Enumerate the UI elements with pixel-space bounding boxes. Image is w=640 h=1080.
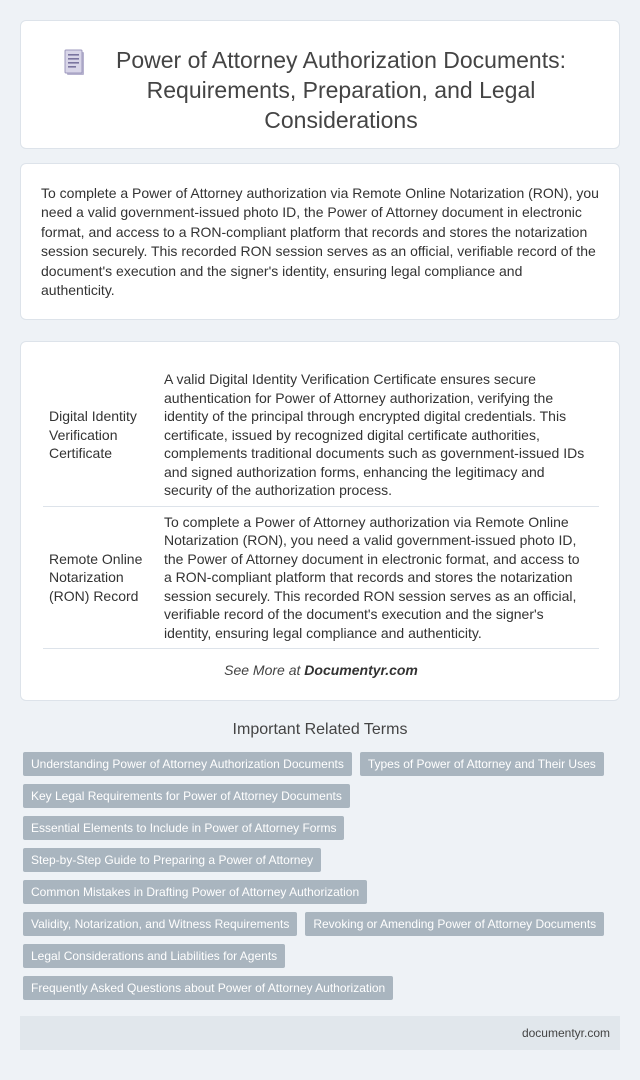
document-icon xyxy=(64,49,86,77)
tag-row xyxy=(23,784,623,808)
term-name: Digital Identity Verification Certificate xyxy=(43,364,158,506)
related-term-tag[interactable]: Understanding Power of Attorney Authorization Documents xyxy=(23,752,352,776)
header-card xyxy=(20,20,620,149)
intro-paragraph: To complete a Power of Attorney authorization via Remote Online Notarization (RON), you need a valid government-issued photo ID, the Power of Attorney document in electronic format, and access to a RON-compliant platform that records and stores the notarization session securely. This recorded RON session serves as an official, verifiable record of the document's execution and the signer's identity, ensuring legal compliance and authenticity. xyxy=(41,185,599,299)
related-terms-heading: Important Related Terms xyxy=(232,721,408,738)
related-term-tag[interactable]: Key Legal Requirements for Power of Attorney Documents xyxy=(23,784,350,808)
table-row xyxy=(43,364,599,506)
related-terms-list xyxy=(23,752,623,1008)
related-term-tag[interactable]: Revoking or Amending Power of Attorney Documents xyxy=(305,912,604,936)
see-more-prefix: See More at xyxy=(224,662,301,678)
term-description: To complete a Power of Attorney authorization via Remote Online Notarization (RON), you need a valid government-issued photo ID, the Power of Attorney document in electronic format, and access to a RON-compliant platform that records and stores the notarization session securely. This recorded RON session serves as an official, verifiable record of the document's execution and the signer's identity, ensuring legal compliance and authenticity. xyxy=(158,506,599,649)
term-name: Remote Online Notarization (RON) Record xyxy=(43,506,158,649)
page-title: Power of Attorney Authorization Documents: Requirements, Preparation, and Legal Considerations xyxy=(115,47,567,133)
see-more-link[interactable] xyxy=(21,662,621,678)
tag-row xyxy=(23,848,623,872)
see-more-site[interactable]: Documentyr.com xyxy=(304,662,418,678)
footer xyxy=(20,1016,620,1050)
tag-row xyxy=(23,880,623,904)
tag-row xyxy=(23,816,623,840)
related-term-tag[interactable]: Types of Power of Attorney and Their Uses xyxy=(360,752,604,776)
intro-card xyxy=(20,163,620,320)
related-term-tag[interactable]: Validity, Notarization, and Witness Requirements xyxy=(23,912,297,936)
terms-card xyxy=(20,341,620,701)
term-description: A valid Digital Identity Verification Certificate ensures secure authentication for Power of Attorney authorization, verifying the identity of the principal through encrypted digital credentials. This certificate, issued by recognized digital certificate authorities, complements traditional documents such as government-issued IDs and signed authorization forms, enhancing the legitimacy and security of the authorization process. xyxy=(158,364,599,506)
related-term-tag[interactable]: Frequently Asked Questions about Power of Attorney Authorization xyxy=(23,976,393,1000)
terms-table xyxy=(43,364,599,649)
footer-site-link[interactable]: documentyr.com xyxy=(521,1026,610,1040)
table-row xyxy=(43,506,599,649)
related-term-tag[interactable]: Common Mistakes in Drafting Power of Attorney Authorization xyxy=(23,880,367,904)
tag-row xyxy=(23,976,623,1000)
tag-row xyxy=(23,752,623,776)
related-term-tag[interactable]: Essential Elements to Include in Power of Attorney Forms xyxy=(23,816,344,840)
related-term-tag[interactable]: Step-by-Step Guide to Preparing a Power of Attorney xyxy=(23,848,321,872)
tag-row xyxy=(23,944,623,968)
related-term-tag[interactable]: Legal Considerations and Liabilities for Agents xyxy=(23,944,285,968)
tag-row xyxy=(23,912,623,936)
